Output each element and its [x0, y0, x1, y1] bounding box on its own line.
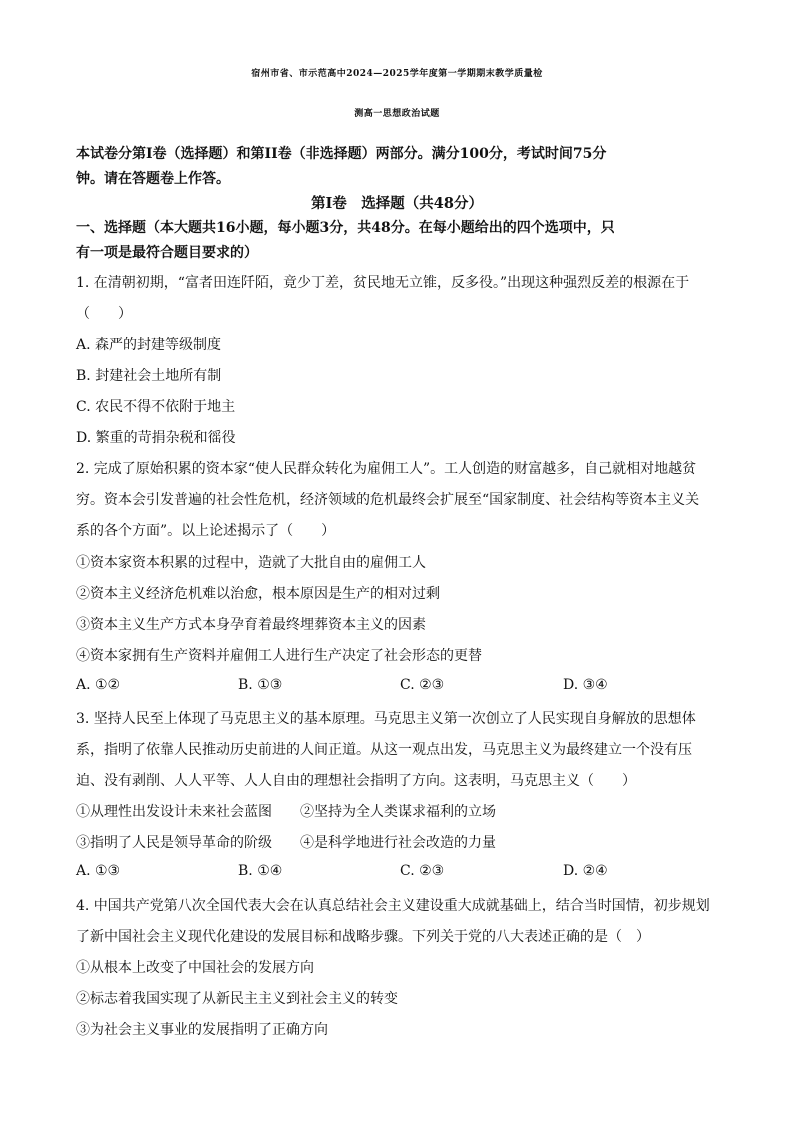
q2-option-d: D. ③④	[563, 677, 608, 693]
q4-statement-1: ①从根本上改变了中国社会的发展方向	[76, 960, 314, 976]
q1-option-d: D. 繁重的苛捐杂税和徭役	[76, 430, 236, 446]
section-instructions-line2: 有一项是最符合题目要求的）	[76, 245, 258, 261]
page-title-line2: 测高一思想政治试题	[354, 109, 440, 119]
q3-stem-line1: 3. 坚持人民至上体现了马克思主义的基本原理。马克思主义第一次创立了人民实现自身解放的思想体	[76, 711, 696, 727]
q4-statement-3: ③为社会主义事业的发展指明了正确方向	[76, 1022, 328, 1038]
q2-statement-1: ①资本家资本积累的过程中，造就了大批自由的雇佣工人	[76, 555, 426, 571]
q3-stem-line3: 迫、没有剥削、人人平等、人人自由的理想社会指明了方向。这表明，马克思主义（ ）	[76, 773, 636, 789]
q4-statement-2: ②标志着我国实现了从新民主主义到社会主义的转变	[76, 991, 398, 1007]
q3-stem-line2: 系，指明了依靠人民推动历史前进的人间正道。从这一观点出发，马克思主义为最终建立一个没有压	[76, 742, 692, 758]
q2-stem-line2: 穷。资本会引发普遍的社会性危机，经济领域的危机最终会扩展至“国家制度、社会结构等资本主义关	[76, 492, 700, 508]
section-heading: 第Ⅰ卷 选择题（共48分）	[311, 195, 483, 212]
q1-stem-line2: （ ）	[76, 306, 132, 322]
q3-option-a: A. ①③	[76, 863, 121, 879]
q4-stem-line2: 了新中国社会主义现代化建设的发展目标和战略步骤。下列关于党的八大表述正确的是（ ）	[76, 929, 650, 945]
q1-option-b: B. 封建社会土地所有制	[76, 368, 222, 384]
q2-statement-3: ③资本主义生产方式本身孕育着最终埋葬资本主义的因素	[76, 617, 426, 633]
q3-option-c: C. ②③	[400, 863, 445, 879]
q2-stem-line3: 系的各个方面”。以上论述揭示了（ ）	[76, 523, 336, 539]
q1-option-c: C. 农民不得不依附于地主	[76, 399, 236, 415]
q3-option-b: B. ①④	[238, 863, 283, 879]
intro-line2: 钟。请在答题卷上作答。	[76, 171, 230, 187]
q4-stem-line1: 4. 中国共产党第八次全国代表大会在认真总结社会主义建设重大成就基础上，结合当时国情，初步规划	[76, 898, 710, 914]
q2-stem-line1: 2. 完成了原始积累的资本家“使人民群众转化为雇佣工人”。工人创造的财富越多，自己就相对地越贫	[76, 461, 697, 477]
q3-statement-1: ①从理性出发设计未来社会蓝图	[76, 804, 272, 820]
q3-statement-2: ②坚持为全人类谋求福利的立场	[300, 804, 496, 820]
q3-option-d: D. ②④	[563, 863, 608, 879]
section-instructions-line1: 一、选择题（本大题共16小题，每小题3分，共48分。在每小题给出的四个选项中，只	[76, 220, 615, 236]
page-title-line1: 宿州市省、市示范高中2024—2025学年度第一学期期末教学质量检	[251, 69, 543, 79]
q2-statement-2: ②资本主义经济危机难以治愈，根本原因是生产的相对过剩	[76, 586, 440, 602]
q1-stem-line1: 1. 在清朝初期，“富者田连阡陌，竟少丁差，贫民地无立锥，反多役。”出现这种强烈反差的根源在于	[76, 275, 690, 291]
q1-option-a: A. 森严的封建等级制度	[76, 337, 222, 353]
q2-option-c: C. ②③	[400, 677, 445, 693]
q3-statement-4: ④是科学地进行社会改造的力量	[300, 835, 496, 851]
intro-line1: 本试卷分第Ⅰ卷（选择题）和第II卷（非选择题）两部分。满分100分，考试时间75分	[76, 146, 607, 162]
q2-option-a: A. ①②	[76, 677, 121, 693]
q2-option-b: B. ①③	[238, 677, 283, 693]
q2-statement-4: ④资本家拥有生产资料并雇佣工人进行生产决定了社会形态的更替	[76, 648, 482, 664]
q3-statement-3: ③指明了人民是领导革命的阶级	[76, 835, 272, 851]
